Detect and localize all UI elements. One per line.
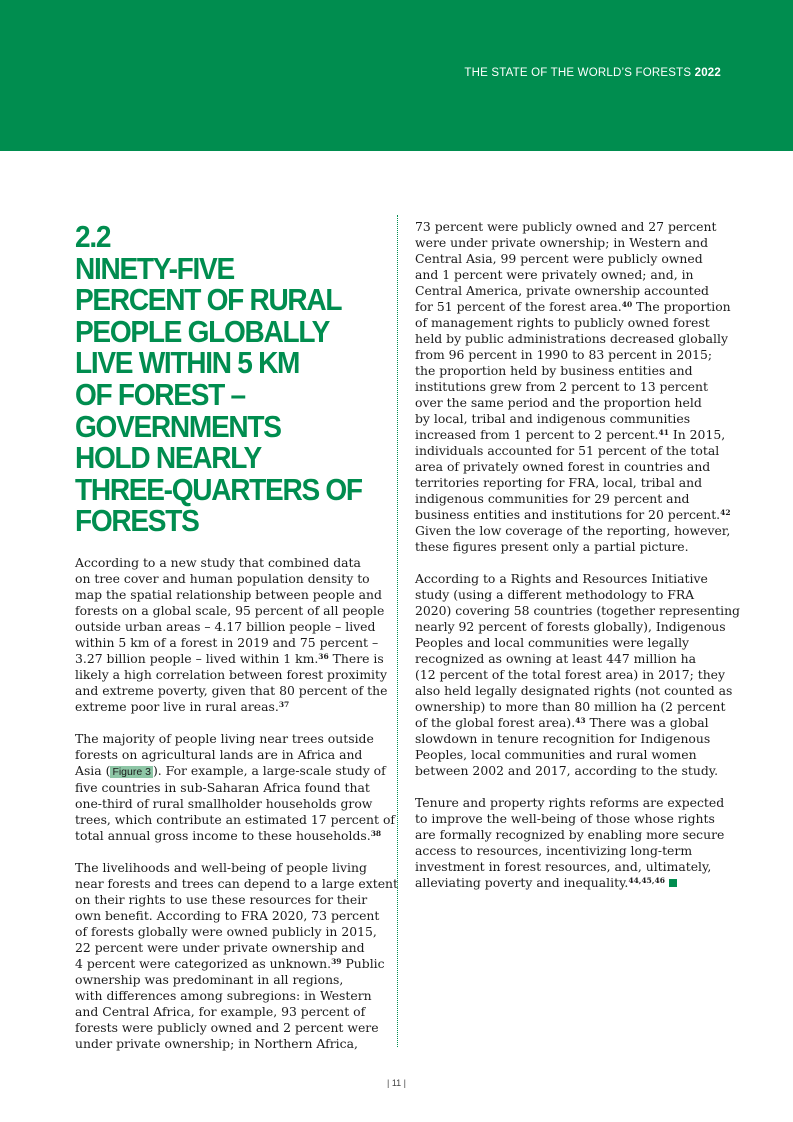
paragraph: According to a new study that combined data on tree cover and human population density to map the spatial relationship between people and forests on a global scale, 95 percent of all people outside urban areas – 4.17 billion people – lived within 5 km of a forest in 2019 and 75 percent – 3.27 billion people – lived within 1 km.$^{36}$ There is likely a high correlation between forest proximity and extreme poverty, given that 80 percent of the extreme poor live in rural areas.$^{37}$ (75, 555, 388, 714)
heading-line: OF FOREST – (75, 377, 245, 412)
heading-line: PEOPLE GLOBALLY (75, 314, 330, 349)
right-column (415, 219, 740, 907)
section-number: 2.2 (75, 220, 111, 254)
section-heading (75, 220, 362, 539)
paragraph: 73 percent were publicly owned and 27 percent were under private ownership; in Western and Central Asia, 99 percent were publicly owned and 1 percent were privately owned; and, in Central America, private ownership accounted for 51 percent of the forest area.$^{40}$ The proportion of management rights to publicly owned forest held by public administrations decreased globally from 96 percent in 1990 to 83 percent in 2015; the proportion held by business entities and institutions grew from 2 percent to 13 percent over the same period and the proportion held by local, tribal and indigenous communities increased from 1 percent to 2 percent.$^{41}$ In 2015, individuals accounted for 51 percent of the total area of privately owned forest in countries and territories reporting for FRA, local, tribal and indigenous communities for 29 percent and business entities and institutions for 20 percent.$^{42}$ Given the low coverage of the reporting, however, these figures present only a partial picture. (415, 219, 731, 554)
paragraph: The livelihoods and well-being of people living near forests and trees can depend to a large extent on their rights to use these resources for their own benefit. According to FRA 2020, 73 percent of forests globally were owned publicly in 2015, 22 percent were under private ownership and 4 percent were categorized as unknown.$^{39}$ Public ownership was predominant in all regions, with differences among subregions: in Western and Central Africa, for example, 93 percent of forests were publicly owned and 2 percent were under private ownership; in Northern Africa, (75, 860, 398, 1051)
footnote-ref[interactable]: 37 (278, 700, 290, 709)
footnote-ref[interactable]: 38 (370, 829, 382, 838)
footnote-ref[interactable]: 39 (331, 957, 342, 966)
header-banner (0, 0, 793, 151)
publication-title: THE STATE OF THE WORLD’S FORESTS 2022 (464, 67, 721, 79)
footnote-ref[interactable]: 44,45,46 (628, 876, 665, 885)
paragraph: Tenure and property rights reforms are expected to improve the well-being of those whose rights are formally recognized by enabling more secure access to resources, incentivizing long-term investment in forest resources, and, ultimately, alleviating poverty and inequality.$^{44,45,46}$ (415, 795, 725, 890)
footnote-ref[interactable]: 43 (575, 716, 586, 725)
column-divider (397, 215, 398, 1047)
heading-line: NINETY-FIVE (75, 251, 234, 286)
heading-line: THREE-QUARTERS OF (75, 472, 362, 507)
heading-line: GOVERNMENTS (75, 409, 281, 444)
footnote-ref[interactable]: 40 (621, 300, 633, 309)
section-end-square-icon (669, 879, 677, 887)
left-column (75, 555, 398, 1068)
heading-line: LIVE WITHIN 5 KM (75, 346, 300, 381)
heading-line: HOLD NEARLY (75, 441, 261, 476)
heading-line: FORESTS (75, 504, 199, 539)
footnote-ref[interactable]: 36 (318, 652, 329, 661)
figure-3-link[interactable]: Figure 3 (112, 766, 151, 778)
paragraph: According to a Rights and Resources Initiative study (using a different methodology to FRA 2020) covering 58 countries (together representing nearly 92 percent of forests globally), Indigenous Peoples and local communities were legally recognized as owning at least 447 million ha (12 percent of the total forest area) in 2017; they also held legally designated rights (not counted as ownership) to more than 80 million ha (2 percent of the global forest area).$^{43}$ There was a global slowdown in tenure recognition for Indigenous Peoples, local communities and rural women between 2002 and 2017, according to the study. (415, 571, 740, 778)
page-number: | 11 | (386, 1078, 407, 1088)
footnote-ref[interactable]: 42 (720, 508, 731, 517)
footnote-ref[interactable]: 41 (658, 428, 669, 437)
heading-line: PERCENT OF RURAL (75, 283, 342, 318)
paragraph: The majority of people living near trees outside forests on agricultural lands are in Africa and Asia ( Figure 3 ). For example, a large-scale study of five countries in sub-Saharan Africa found that one-third of rural smallholder households grow trees, which contribute an estimated 17 percent of total annual gross income to these households.$^{38}$ (75, 731, 395, 843)
